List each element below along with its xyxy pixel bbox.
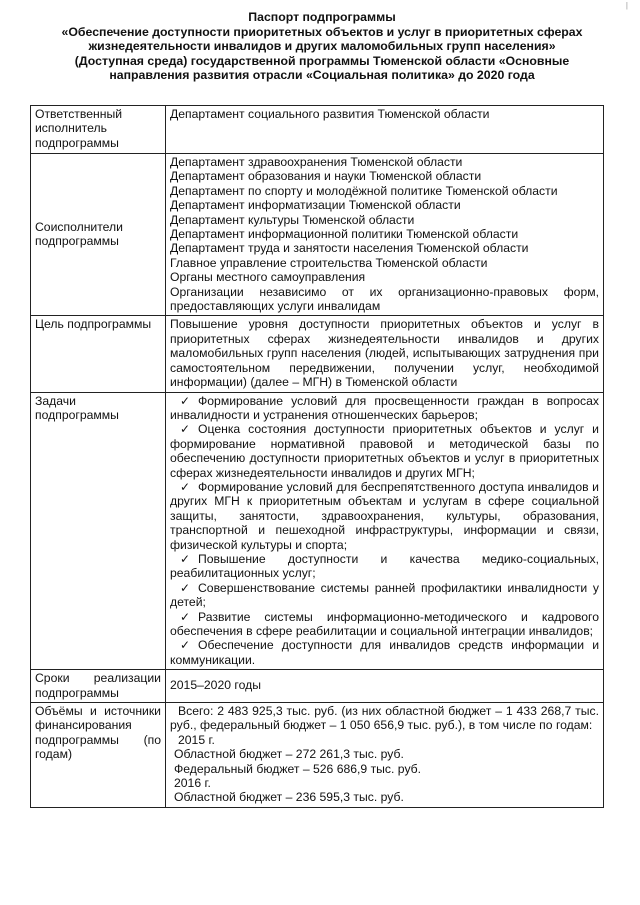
coexecutor-item: Департамент труда и занятости населения Тюменской области [170, 241, 529, 256]
passport-table [30, 105, 604, 808]
task-text: Формирование условий для беспрепятственного доступа инвалидов и других МГН к приоритетным объектам и услугам в сфере социальной защиты, занятости, здравоохранения, культуры, образования, транспортной и пешеходной инфраструктуры, информации и связи, физической культуры и спорта; [170, 479, 599, 552]
row-terms [31, 670, 604, 703]
task-text: Оценка состояния доступности приоритетных объектов и услуг и формирование нормативной правовой и методической базы по обеспечению доступности приоритетных объектов и услуг в приоритетных сферах жизнедеятельности инвалидов и других МГН; [170, 422, 599, 480]
coexecutor-item: Департамент здравоохранения Тюменской области [170, 155, 463, 169]
value-terms: 2015–2020 годы [166, 670, 604, 703]
value-goal: Повышение уровня доступности приоритетных объектов и услуг в приоритетных сферах жизнедеятельности инвалидов и других маломобильных групп населения (людей, испытывающих затруднения при самостоятельном передвижении, получении услуг, необходимой информации) (далее – МГН) в Тюменской области [166, 316, 604, 392]
row-coexecutors [31, 154, 604, 316]
title-line: (Доступная среда) государственной программы Тюменской области «Основные [74, 53, 570, 68]
value-tasks [166, 392, 604, 670]
label-financing: Объёмы и источники финансирования подпрограммы (по годам) [31, 703, 166, 808]
task-text: Совершенствование системы ранней профилактики инвалидности у детей; [170, 580, 599, 610]
financing-year-2016: 2016 г. [174, 776, 211, 791]
task-item [170, 480, 599, 552]
coexecutor-item: Департамент информатизации Тюменской области [170, 198, 461, 213]
value-coexecutors [166, 154, 604, 316]
coexecutor-item: Главное управление строительства Тюменской области [170, 255, 488, 270]
financing-total: Всего: 2 483 925,3 тыс. руб. (из них областной бюджет – 1 433 268,7 тыс. руб., федеральный бюджет – 1 050 656,9 тыс. руб.), в том числе по годам: [170, 704, 599, 733]
financing-year-2015: 2015 г. [178, 732, 215, 747]
page-marker: | [625, 1, 628, 10]
coexecutor-item: Департамент культуры Тюменской области [170, 212, 415, 227]
document-title [24, 10, 620, 83]
financing-federal-2015: Федеральный бюджет – 526 686,9 тыс. руб. [174, 761, 422, 776]
task-item [170, 394, 599, 423]
task-item [170, 581, 599, 610]
task-item [170, 638, 599, 667]
financing-regional-2016: Областной бюджет – 236 595,3 тыс. руб. [174, 790, 404, 805]
check-icon: ✓ [180, 638, 191, 653]
coexecutor-item: Органы местного самоуправления [170, 270, 366, 285]
coexecutor-item: Организации независимо от их организационно-правовых форм, предоставляющих услуги инвалидам [170, 284, 599, 314]
task-text: Формирование условий для просвещенности граждан в вопросах инвалидности и устранения отношенческих барьеров; [170, 393, 599, 422]
check-icon: ✓ [180, 609, 191, 624]
label-goal: Цель подпрограммы [31, 316, 166, 392]
task-item [170, 552, 599, 581]
value-financing [166, 703, 604, 808]
value-responsible: Департамент социального развития Тюменской области [166, 106, 604, 154]
title-line: «Обеспечение доступности приоритетных объектов и услуг в приоритетных сферах [61, 24, 583, 39]
task-item [170, 610, 599, 639]
financing-regional-2015: Областной бюджет – 272 261,3 тыс. руб. [174, 747, 404, 762]
check-icon: ✓ [180, 393, 191, 408]
coexecutor-item: Департамент образования и науки Тюменской области [170, 169, 482, 184]
check-icon: ✓ [180, 479, 191, 494]
check-icon: ✓ [180, 551, 191, 566]
label-responsible: Ответственный исполнитель подпрограммы [31, 106, 166, 154]
row-goal [31, 316, 604, 392]
row-financing [31, 703, 604, 808]
row-responsible [31, 106, 604, 154]
task-item [170, 422, 599, 480]
coexecutor-item: Департамент информационной политики Тюменской области [170, 227, 519, 242]
check-icon: ✓ [180, 422, 191, 437]
task-text: Развитие системы информационно-методического и кадрового обеспечения в сфере реабилитации и социальной интеграции инвалидов; [170, 609, 599, 638]
row-tasks [31, 392, 604, 670]
title-line: направления развития отрасли «Социальная политика» до 2020 года [109, 68, 535, 83]
task-text: Обеспечение доступности для инвалидов средств информации и коммуникации. [170, 638, 599, 667]
label-terms: Сроки реализации подпрограммы [31, 670, 166, 703]
task-text: Повышение доступности и качества медико-социальных, реабилитационных услуг; [170, 551, 599, 581]
label-tasks: Задачи подпрограммы [31, 392, 166, 670]
title-line: Паспорт подпрограммы [248, 10, 396, 24]
check-icon: ✓ [180, 580, 191, 595]
title-line: жизнедеятельности инвалидов и других маломобильных групп населения» [88, 39, 556, 54]
coexecutor-item: Департамент по спорту и молодёжной политике Тюменской области [170, 183, 558, 198]
label-coexecutors: Соисполнители подпрограммы [31, 154, 166, 316]
